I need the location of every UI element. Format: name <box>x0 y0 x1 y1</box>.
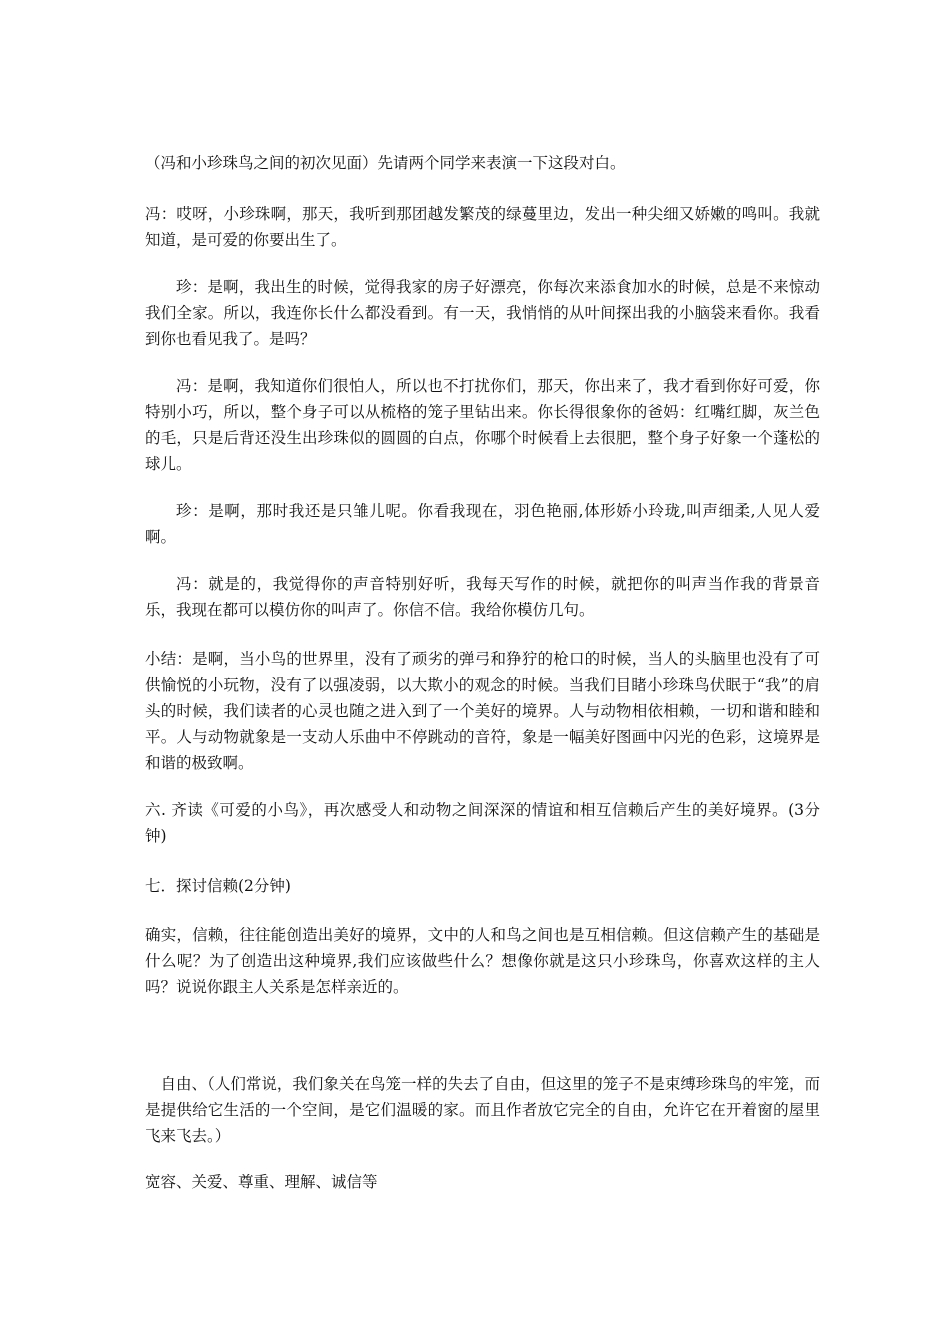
paragraph-feng-1: 冯：哎呀，小珍珠啊，那天，我听到那团越发繁茂的绿蔓里边，发出一种尖细又娇嫩的鸣叫。我就知道，是可爱的你要出生了。 <box>145 205 820 249</box>
paragraph-zhen-2: 珍：是啊，那时我还是只雏儿呢。你看我现在，羽色艳丽,体形娇小玲珑,叫声细柔,人见人爱啊。 <box>145 502 820 546</box>
paragraph-feng-2: 冯：是啊，我知道你们很怕人，所以也不打扰你们，那天，你出来了，我才看到你好可爱，你特别小巧，所以，整个身子可以从梳格的笼子里钻出来。你长得很象你的爸妈：红嘴红脚，灰兰色的毛，只是后背还没生出珍珠似的圆圆的白点，你哪个时候看上去很肥，整个身子好象一个蓬松的球儿。 <box>145 377 820 473</box>
paragraph-intro: （冯和小珍珠鸟之间的初次见面）先请两个同学来表演一下这段对白。 <box>145 154 626 172</box>
paragraph-summary: 小结：是啊，当小鸟的世界里，没有了顽劣的弹弓和狰狞的枪口的时候，当人的头脑里也没有了可供愉悦的小玩物，没有了以强凌弱，以大欺小的观念的时候。当我们目睹小珍珠鸟伏眠于“我”的肩头的时候，我们读者的心灵也随之进入到了一个美好的境界。人与动物相依相赖，一切和谐和睦和平。人与动物就象是一支动人乐曲中不停跳动的音符，象是一幅美好图画中闪光的色彩，这境界是和谐的极致啊。 <box>145 650 820 772</box>
paragraph-trust: 确实，信赖，往往能创造出美好的境界，文中的人和鸟之间也是互相信赖。但这信赖产生的基础是什么呢？为了创造出这种境界,我们应该做些什么？想像你就是这只小珍珠鸟，你喜欢这样的主人吗？说说你跟主人关系是怎样亲近的。 <box>145 926 820 996</box>
paragraph-zhen-1: 珍：是啊，我出生的时候，觉得我家的房子好漂亮，你每次来添食加水的时候，总是不来惊动我们全家。所以，我连你长什么都没看到。有一天，我悄悄的从叶间探出我的小脑袋来看你。我看到你也看见我了。是吗？ <box>145 278 820 348</box>
paragraph-values: 宽容、关爱、尊重、理解、诚信等 <box>145 1173 378 1191</box>
section-seven-heading: 七．探讨信赖(2分钟) <box>145 877 291 895</box>
paragraph-feng-3: 冯：就是的，我觉得你的声音特别好听，我每天写作的时候，就把你的叫声当作我的背景音乐，我现在都可以模仿你的叫声了。你信不信。我给你模仿几句。 <box>145 575 820 619</box>
paragraph-freedom: 自由、（人们常说，我们象关在鸟笼一样的失去了自由，但这里的笼子不是束缚珍珠鸟的牢笼，而是提供给它生活的一个空间，是它们温暖的家。而且作者放它完全的自由，允许它在开着窗的屋里飞来飞去。） <box>145 1075 820 1145</box>
section-six: 六. 齐读《可爱的小鸟》，再次感受人和动物之间深深的情谊和相互信赖后产生的美好境界。(3分钟) <box>145 801 820 845</box>
